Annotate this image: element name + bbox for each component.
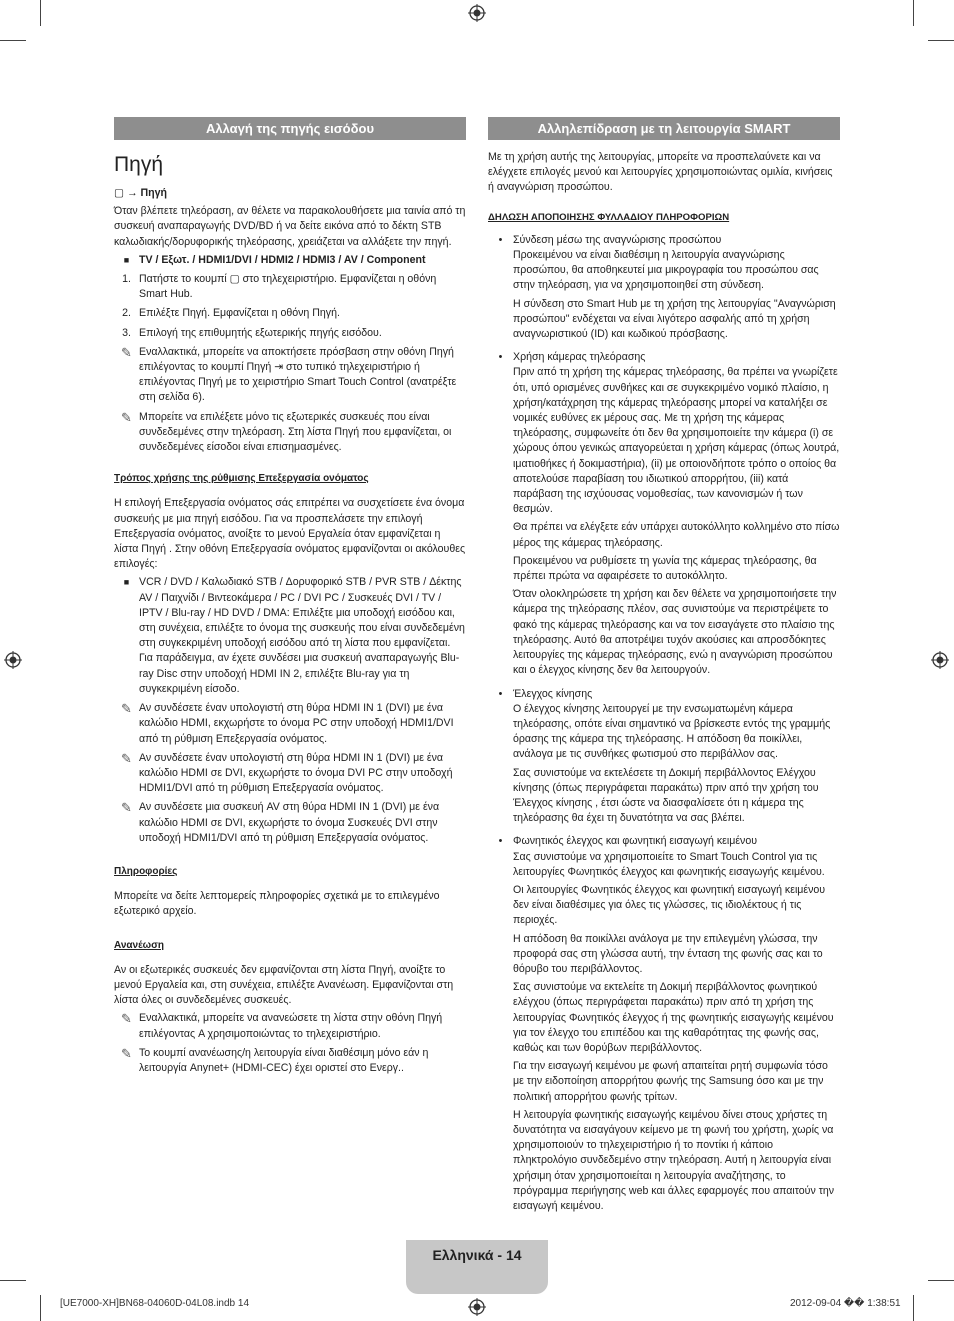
smart-hub-icon: ▢: [114, 187, 127, 199]
source-list: ■ TV / Εξωτ. / HDMI1/DVI / HDMI2 / HDMI3 / AV / Component: [114, 253, 466, 268]
bullet-paragraph: Σας συνιστούμε να εκτελέσετε τη Δοκιμή περιβάλλοντος Ελέγχου κίνησης (όπως περιγράφεται παρακάτω) πριν από την χρήση του Έλεγχος κίνησης , έτσι ώστε να διασφαλίσετε ότι η κάμερα της τηλεόρασης θα έχει τη δυνατότητα να σας βλέπει.: [513, 766, 819, 825]
bullet-paragraph: Προκειμένου να ρυθμίσετε τη γωνία της κάμερας τηλεόρασης, θα πρέπει πρώτα να αφαιρέσετε το αυτοκόλλητο.: [513, 554, 817, 583]
body-text: Αν οι εξωτερικές συσκευές δεν εμφανίζονται στη λίστα Πηγή, ανοίξτε το μενού Εργαλεία και, στη συνέχεια, επιλέξτε Ανανέωση. Εμφανίζονται στη λίστα όλες οι συνδεδεμένες συσκευές.: [114, 963, 454, 1007]
note-pencil-icon: ✎: [121, 800, 132, 816]
bullet-dot-icon: •: [498, 835, 503, 848]
section-header: Αλληλεπίδραση με τη λειτουργία SMART: [488, 117, 840, 140]
note-pencil-icon: ✎: [121, 1011, 132, 1027]
note-pencil-icon: ✎: [121, 1045, 132, 1061]
bullet-dot-icon: •: [498, 351, 503, 364]
note-item: ✎ Εναλλακτικά, μπορείτε να αποκτήσετε πρόσβαση στην οθόνη Πηγή επιλέγοντας το κουμπί Πηγή ⇥ στο τυπικό τηλεχειριστήριο ή επιλέγοντας Πηγή με το χειριστήριο Smart Touch Control (ανατρέξτε στη σελίδα 6).: [114, 345, 466, 406]
body-text: Η επιλογή Επεξεργασία ονόματος σάς επιτρέπει να συσχετίσετε ένα όνομα συσκευής με μια πηγή εισόδου. Για να προσπελάσετε την επιλογή Επεξεργασία ονόματος, ανοίξτε το μενού Εργαλεία όταν εμφανίζεται η λίστα Πηγή . Στην οθόνη Επεξεργασία ονόματος εμφανίζονται οι ακόλουθες επιλογές:: [114, 497, 466, 571]
note-item: ✎ Το κουμπί ανανέωσης/η λειτουργία είναι διαθέσιμη μόνο εάν η λειτουργία Anynet+ (HDMI-CEC) έχει οριστεί στο Ενεργ..: [114, 1046, 466, 1076]
square-bullet-icon: ■: [123, 254, 130, 265]
bullet-dot-icon: •: [498, 233, 503, 246]
body-text: Μπορείτε να δείτε λεπτομερείς πληροφορίες σχετικά με το επιλεγμένο εξωτερικό αρχείο.: [114, 890, 440, 918]
registration-mark-icon: [468, 4, 486, 22]
step-item: 2. Επιλέξτε Πηγή. Εμφανίζεται η οθόνη Πηγή.: [122, 307, 340, 320]
bullet-item: • Φωνητικός έλεγχος και φωνητική εισαγωγή κειμένου: [488, 834, 840, 849]
note-item: ✎ Αν συνδέσετε μια συσκευή AV στη θύρα HDMI IN 1 (DVI) με ένα καλώδιο HDMI σε DVI, εκχωρήστε το όνομα Συσκευές DVI στην υποδοχή HDMI1/DVI από τη ρύθμιση Επεξεργασία ονόματος.: [114, 800, 466, 846]
bullet-paragraph: Η σύνδεση στο Smart Hub με τη χρήση της λειτουργίας "Αναγνώριση προσώπου" ενδέχεται να είναι λιγότερο ασφαλής από τη χρήση αναγνωριστικού (ID) και κωδικού πρόσβασης.: [513, 297, 836, 341]
crop-mark: [0, 1280, 26, 1281]
print-date: 2012-09-04 �� 1:38:51: [790, 1298, 901, 1309]
bullet-paragraph: Η λειτουργία φωνητικής εισαγωγής κειμένου δίνει στους χρήστες τη δυνατότητα να εισαγάγουν κείμενο με τη φωνή του χρήστη, χωρίς να χρησιμοποιούν το τηλεχειριστήριο ή το ποντίκι ή κάποιο πληκτρολόγιο συνδεδεμένο στην τηλεόραση. Αυτή η λειτουργία είναι χρήσιμη όταν χρησιμοποιείται η λειτουργία αναζήτησης, το πρόγραμμα περιήγησης web και άλλες εφαρμογές που απαιτούν την εισαγωγή κειμένου.: [513, 1108, 835, 1212]
bullet-paragraph: Πριν από τη χρήση της κάμερας τηλεόρασης, θα πρέπει να γνωρίζετε ότι, υπό ορισμένες συνθήκες και σε συγκεκριμένο νομικό πλαίσιο, η χρήση/κατάχρηση της κάμερας τηλεόρασης μπορεί να καταλήξει σε νομικές ευθύνες εκ μέρους σας. Με τη χρήση της κάμερας τηλεόρασης, συμφωνείτε ότι δεν θα χρησιμοποιείτε την κάμερα (i) σε χώρους όπου γενικώς απαγορεύεται η χρήση κάμερας (όπως λουτρά, ιματιοθήκες ή δοκιμαστήρια), (ii) με οποιονδήποτε τρόπο ο οποίος θα αποτελούσε παραβίαση του ιδιωτικού απορρήτου, (iii) κατά παράβαση της ισχύουσας νομοθεσίας, των κανονισμών ή των θεσμών.: [513, 366, 840, 516]
registration-mark-icon: [4, 651, 22, 669]
registration-mark-icon: [468, 1298, 486, 1316]
subheading: Ανανέωση: [114, 939, 165, 951]
file-name: [UE7000-XH]BN68-04060D-04L08.indb 14: [60, 1298, 250, 1309]
bullet-paragraph: Για την εισαγωγή κειμένου με φωνή απαιτείται ρητή συμφωνία τόσο με την ειδοποίηση απορρήτου φωνής της Samsung όσο και με την πολιτική απορρήτου φωνής τρίτων.: [513, 1060, 828, 1103]
bullet-paragraph: Οι λειτουργίες Φωνητικός έλεγχος και φωνητική εισαγωγή κειμένου δεν είναι διαθέσιμες για όλες τις γλώσσες, τις ιδιολέκτους ή τις περιοχές.: [513, 883, 826, 927]
note-pencil-icon: ✎: [121, 750, 132, 766]
crop-mark: [40, 0, 41, 26]
crop-mark: [0, 40, 26, 41]
device-name-list: ■ VCR / DVD / Καλωδιακό STB / Δορυφορικό STB / PVR STB / Δέκτης AV / Παιχνίδι / Βιντεοκάμερα / PC / DVI PC / Συσκευές DVI / TV / IPTV / Blu-ray / HD DVD / DMA: Επιλέξτε μια υποδοχή εισόδου και, στη συνέχεια, επιλέξτε το όνομα της συσκευής που είναι συνδεδεμένη στη συγκεκριμένη υποδοχή εισόδου από τη λίστα που εμφανίζεται. Για παράδειγμα, αν έχετε συνδέσει μια συσκευή αναπαραγωγής Blu-ray Disc στην υποδοχή HDMI IN 2, επιλέξτε Blu-ray για τη συγκεκριμένη είσοδο.: [114, 575, 466, 697]
crop-mark: [913, 1295, 914, 1321]
note-item: ✎ Μπορείτε να επιλέξετε μόνο τις εξωτερικές συσκευές που είναι συνδεδεμένες στην τηλεόραση. Στη λίστα Πηγή που εμφανίζεται, οι συνδεδεμένες είσοδοι είναι επισημασμένες.: [114, 410, 466, 456]
intro-text: Όταν βλέπετε τηλεόραση, αν θέλετε να παρακολουθήσετε μια ταινία από τη συσκευή αναπαραγωγής DVD/BD ή να δείτε εικόνα από το δέκτη STB καλωδιακής/δορυφορικής τηλεόρασης, χρειάζεται να αλλάξετε την πηγή.: [114, 205, 466, 248]
crop-mark: [928, 40, 954, 41]
step-item: 3. Επιλογή της επιθυμητής εξωτερικής πηγής εισόδου.: [122, 326, 382, 339]
note-item: ✎ Αν συνδέσετε έναν υπολογιστή στη θύρα HDMI IN 1 (DVI) με ένα καλώδιο HDMI, εκχωρήστε το όνομα PC στην υποδοχή HDMI1/DVI από τη ρύθμιση Επεξεργασία ονόματος.: [114, 701, 466, 747]
note-pencil-icon: ✎: [121, 701, 132, 717]
crop-mark: [913, 0, 914, 26]
bullet-item: • Έλεγχος κίνησης: [488, 687, 840, 702]
crop-mark: [928, 1280, 954, 1281]
menu-path: ▢ → Πηγή: [114, 187, 167, 199]
square-bullet-icon: ■: [123, 577, 130, 588]
right-column: [488, 117, 840, 1217]
bullet-paragraph: Όταν ολοκληρώσετε τη χρήση και δεν θέλετε να χρησιμοποιήσετε την κάμερα της τηλεόρασης πλέον, σας συνιστούμε να περιστρέψετε το φακό της κάμερας τηλεόρασης και να τον εισαγάγετε στο πλαίσιο της τηλεόρασης. Αυτό θα αποτρέψει τυχόν ακούσιες και απροσδόκητες λειτουργίες της κάμερας τηλεόρασης, ενώ η αναγνώριση προσώπου και ο έλεγχος κίνησης δεν θα λειτουργούν.: [513, 588, 837, 677]
bullet-item: • Χρήση κάμερας τηλεόρασης: [488, 350, 840, 365]
crop-mark: [40, 1295, 41, 1321]
bullet-paragraph: Η απόδοση θα ποικίλλει ανάλογα με την επιλεγμένη γλώσσα, την προφορά σας στη γλώσσα αυτή, την ένταση της φωνής σας και το θόρυβο του περιβάλλοντος.: [513, 932, 823, 975]
bullet-paragraph: Σας συνιστούμε να εκτελείτε τη Δοκιμή περιβάλλοντος φωνητικού ελέγχου (όπως περιγράφεται παρακάτω) πριν από τη χρήση της λειτουργίας Φωνητικός έλεγχος ή της φωνητικής εισαγωγής κειμένου για τον έλεγχο του επιπέδου και της καθαρότητας της φωνής σας, καθώς και των θορύβων περιβάλλοντος.: [513, 981, 834, 1054]
intro-text: Με τη χρήση αυτής της λειτουργίας, μπορείτε να προσπελαύνετε και να ελέγχετε επιλογές μενού και λειτουργίες χρησιμοποιώντας ομιλία, κινήσεις ή αναγνώριση προσώπου.: [488, 151, 833, 194]
left-column: [114, 117, 466, 1080]
note-item: ✎ Εναλλακτικά, μπορείτε να ανανεώσετε τη λίστα στην οθόνη Πηγή επιλέγοντας A χρησιμοποιώντας το τηλεχειριστήριο.: [114, 1011, 466, 1041]
page-title: Πηγή: [114, 153, 164, 176]
note-item: ✎ Αν συνδέσετε έναν υπολογιστή στη θύρα HDMI IN 1 (DVI) με ένα καλώδιο HDMI σε DVI, εκχωρήστε το όνομα DVI PC στην υποδοχή HDMI1/DVI από τη ρύθμιση Επεξεργασία ονόματος.: [114, 751, 466, 797]
section-header: Αλλαγή της πηγής εισόδου: [114, 117, 466, 140]
bullet-dot-icon: •: [498, 687, 503, 700]
step-item: 1. Πατήστε το κουμπί ▢ στο τηλεχειριστήριο. Εμφανίζεται η οθόνη Smart Hub.: [122, 273, 437, 301]
bullet-paragraph: Σας συνιστούμε να χρησιμοποιείτε το Smart Touch Control για τις λειτουργίες Φωνητικός έλεγχος και φωνητικής εισαγωγής κειμένου.: [513, 850, 825, 878]
note-pencil-icon: ✎: [121, 409, 132, 425]
bullet-paragraph: Ο έλεγχος κίνησης λειτουργεί με την ενσωματωμένη κάμερα τηλεόρασης, οπότε είναι σημαντικό να βρίσκεστε εντός της γραμμής όρασης της κάμερα της τηλεόρασης. Η απόδοση θα ποικίλλει, ανάλογα με τις συνθήκες φωτισμού στο περιβάλλον σας.: [513, 702, 831, 761]
registration-mark-icon: [931, 651, 949, 669]
bullet-paragraph: Θα πρέπει να ελέγξετε εάν υπάρχει αυτοκόλλητο κολλημένο στο πίσω μέρος της κάμερας τηλεόρασης.: [513, 521, 840, 549]
bullet-item: • Σύνδεση μέσω της αναγνώρισης προσώπου: [488, 233, 840, 248]
note-pencil-icon: ✎: [121, 344, 132, 360]
subheading: Πληροφορίες: [114, 865, 178, 877]
subheading: ΔΗΛΩΣΗ ΑΠΟΠΟΙΗΣΗΣ ΦΥΛΛΑΔΙΟΥ ΠΛΗΡΟΦΟΡΙΩΝ: [488, 211, 730, 223]
subheading: Τρόπος χρήσης της ρύθμισης Επεξεργασία ονόματος: [114, 473, 369, 485]
bullet-paragraph: Προκειμένου να είναι διαθέσιμη η λειτουργία αναγνώρισης προσώπου, θα αποθηκευτεί μια μικρογραφία του προσώπου σας στην τηλεόραση, για να χρησιμοποιηθεί στη σύνδεση.: [513, 249, 819, 292]
page-number-tab: Ελληνικά - 14: [406, 1240, 548, 1294]
